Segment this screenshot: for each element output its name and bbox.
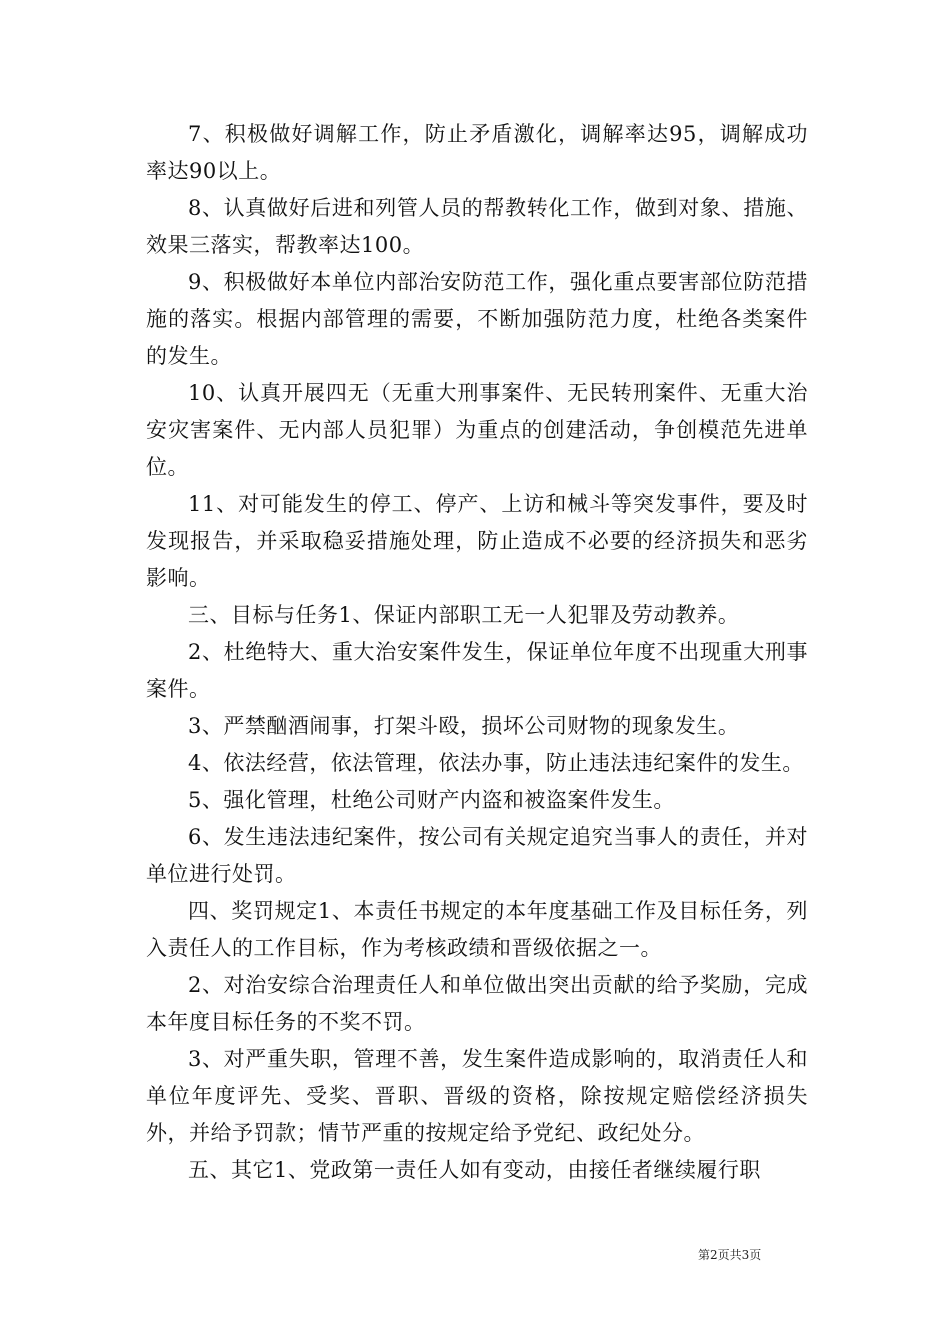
paragraph: 10、认真开展四无（无重大刑事案件、无民转刑案件、无重大治安灾害案件、无内部人员犯罪）为重点的创建活动，争创模范先进单位。 bbox=[146, 381, 808, 479]
paragraph: 6、发生违法违纪案件，按公司有关规定追究当事人的责任，并对单位进行处罚。 bbox=[146, 825, 808, 886]
paragraph: 3、严禁酗酒闹事，打架斗殴，损坏公司财物的现象发生。 bbox=[188, 714, 740, 738]
paragraph: 7、积极做好调解工作，防止矛盾激化，调解率达95，调解成功率达90以上。 bbox=[146, 122, 808, 183]
paragraph: 四、奖罚规定1、本责任书规定的本年度基础工作及目标任务，列入责任人的工作目标，作为考核政绩和晋级依据之一。 bbox=[146, 899, 808, 960]
paragraph: 三、目标与任务1、保证内部职工无一人犯罪及劳动教养。 bbox=[188, 603, 740, 627]
paragraph: 3、对严重失职，管理不善，发生案件造成影响的，取消责任人和单位年度评先、受奖、晋职、晋级的资格，除按规定赔偿经济损失外，并给予罚款；情节严重的按规定给予党纪、政纪处分。 bbox=[146, 1047, 808, 1145]
paragraph: 9、积极做好本单位内部治安防范工作，强化重点要害部位防范措施的落实。根据内部管理的需要，不断加强防范力度，杜绝各类案件的发生。 bbox=[146, 270, 808, 368]
paragraph: 2、对治安综合治理责任人和单位做出突出贡献的给予奖励，完成本年度目标任务的不奖不罚。 bbox=[146, 973, 808, 1034]
page-number: 第2页共3页 bbox=[698, 1248, 762, 1262]
document-body bbox=[146, 116, 808, 1189]
paragraph: 5、强化管理，杜绝公司财产内盗和被盗案件发生。 bbox=[188, 788, 675, 812]
paragraph: 8、认真做好后进和列管人员的帮教转化工作，做到对象、措施、效果三落实，帮教率达100。 bbox=[146, 196, 808, 257]
paragraph: 2、杜绝特大、重大治安案件发生，保证单位年度不出现重大刑事案件。 bbox=[146, 640, 808, 701]
paragraph: 4、依法经营，依法管理，依法办事，防止违法违纪案件的发生。 bbox=[188, 751, 804, 775]
paragraph: 五、其它1、党政第一责任人如有变动，由接任者继续履行职 bbox=[188, 1158, 761, 1182]
paragraph: 11、对可能发生的停工、停产、上访和械斗等突发事件，要及时发现报告，并采取稳妥措施处理，防止造成不必要的经济损失和恶劣影响。 bbox=[146, 492, 808, 590]
